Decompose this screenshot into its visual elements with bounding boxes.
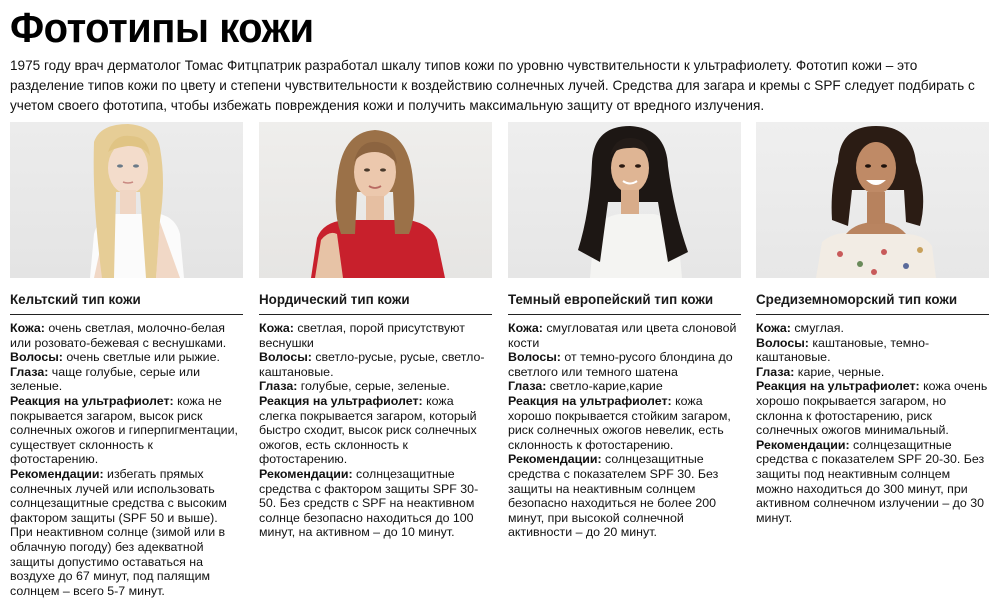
skin-type-heading: Кельтский тип кожи (10, 291, 243, 315)
hair-label: Волосы: (756, 335, 809, 350)
rec-row (259, 467, 492, 540)
eyes-label: Глаза: (10, 364, 49, 379)
hair-row (10, 350, 243, 365)
uv-label: Реакция на ультрафиолет: (508, 393, 672, 408)
skin-value: очень светлая, молочно-белая или розовато-бежевая с веснушками. (10, 321, 227, 350)
skin-row (756, 321, 989, 336)
rec-row (756, 438, 989, 526)
skin-label: Кожа: (259, 321, 294, 335)
uv-row (756, 379, 989, 437)
rec-value: солнцезащитные средства с показателем SPF 30. Без защиты на неактивным солнцем безопасно находиться не более 200 минут, при высокой солнечной активности – до 20 минут. (508, 452, 719, 540)
hair-value: очень светлые или рыжие. (62, 350, 220, 365)
hair-value: светло-русые, русые, светло-каштановые. (259, 350, 485, 379)
eyes-row (508, 379, 741, 394)
uv-value: кожа слегка покрывается загаром, который быстро сходит, высок риск солнечных ожогов, есть склонность к фотостарению. (259, 393, 477, 467)
hair-row (508, 350, 741, 379)
rec-value: солнцезащитные средства с фактором защиты SPF 30-50. Без средств с SPF на неактивном солнце безопасно находиться до 100 минут, на активном – до 10 минут. (259, 466, 479, 540)
eyes-row (756, 365, 989, 380)
skin-row (10, 321, 243, 350)
uv-value: кожа не покрывается загаром, высок риск солнечных ожогов и гиперпигментации, существует склонность к фотостарению. (10, 393, 238, 467)
rec-value: солнцезащитные средства с показателем SPF 20-30. Без защиты под неактивным солнцем можно находиться до 300 минут, при активном солнечном излучении – до 30 минут. (756, 437, 985, 525)
eyes-label: Глаза: (259, 379, 298, 394)
photo-celtic-woman (10, 122, 243, 278)
rec-value: избегать прямых солнечных лучей или использовать солнцезащитные средства с высоким фактором защиты (SPF 50 и выше). При неактивном солнце (зимой или в облачную погоду) без адекватной защиты допустимо оставаться на воздухе до 67 минут, под палящим солнцем – всего 5-7 минут. (10, 466, 227, 598)
hair-value: от темно-русого блондина до светлого или темного шатена (508, 350, 733, 379)
photo-dark-european-woman (508, 122, 741, 278)
rec-label: Рекомендации: (10, 466, 104, 481)
uv-row (259, 394, 492, 467)
skin-type-nordic (259, 122, 492, 540)
eyes-value: светло-карие,карие (546, 379, 663, 394)
skin-type-heading: Темный европейский тип кожи (508, 291, 741, 315)
uv-row (10, 394, 243, 467)
intro-paragraph: 1975 году врач дерматолог Томас Фитцпатрик разработал шкалу типов кожи по уровню чувствительности к ультрафиолету. Фототип кожи – это разделение типов кожи по цвету и степени чувствительности к воздействию солнечных лучей. Средства для загара и кремы с SPF следует подбирать с учетом своего фототипа, чтобы избежать повреждения кожи и получить максимальную защиту от вредного излучения. (10, 58, 975, 113)
skin-type-description (10, 321, 243, 598)
skin-type-description (756, 321, 989, 525)
uv-row (508, 394, 741, 452)
uv-label: Реакция на ультрафиолет: (259, 393, 423, 408)
eyes-row (259, 379, 492, 394)
skin-type-mediterranean (756, 122, 989, 525)
eyes-row (10, 365, 243, 394)
skin-row (508, 321, 741, 350)
photo-mediterranean-woman (756, 122, 989, 278)
skin-type-heading: Средиземноморский тип кожи (756, 291, 989, 315)
skin-type-heading: Нордический тип кожи (259, 291, 492, 315)
hair-label: Волосы: (508, 350, 561, 365)
skin-value: светлая, порой присутствуют веснушки (259, 321, 465, 350)
skin-type-description (259, 321, 492, 540)
skin-type-dark-european (508, 122, 741, 540)
page-title: Фототипы кожи (10, 5, 314, 52)
rec-label: Рекомендации: (259, 466, 353, 481)
rec-label: Рекомендации: (756, 437, 850, 452)
eyes-label: Глаза: (508, 379, 547, 394)
hair-label: Волосы: (259, 350, 312, 365)
rec-label: Рекомендации: (508, 452, 602, 467)
skin-row (259, 321, 492, 350)
uv-label: Реакция на ультрафиолет: (10, 393, 174, 408)
skin-value: смугловатая или цвета слоновой кости (508, 321, 737, 350)
eyes-value: голубые, серые, зеленые. (297, 379, 450, 394)
eyes-value: чаще голубые, серые или зеленые. (10, 364, 201, 394)
skin-label: Кожа: (756, 321, 791, 335)
hair-label: Волосы: (10, 350, 63, 365)
skin-type-description (508, 321, 741, 540)
eyes-value: карие, черные. (794, 364, 885, 379)
uv-value: кожа хорошо покрывается стойким загаром, риск солнечных ожогов невелик, есть склонность к фотостарению. (508, 393, 731, 452)
hair-row (259, 350, 492, 379)
skin-value: смуглая. (790, 321, 844, 335)
rec-row (10, 467, 243, 598)
uv-label: Реакция на ультрафиолет: (756, 379, 920, 394)
eyes-label: Глаза: (756, 364, 795, 379)
hair-value: каштановые, темно-каштановые. (756, 335, 930, 365)
rec-row (508, 452, 741, 540)
uv-value: кожа очень хорошо покрывается загаром, но склонна к фотостарению, риск солнечных ожогов минимальный. (756, 379, 988, 438)
skin-label: Кожа: (508, 321, 543, 335)
skin-type-celtic (10, 122, 243, 598)
hair-row (756, 336, 989, 365)
skin-label: Кожа: (10, 321, 45, 335)
photo-nordic-woman (259, 122, 492, 278)
